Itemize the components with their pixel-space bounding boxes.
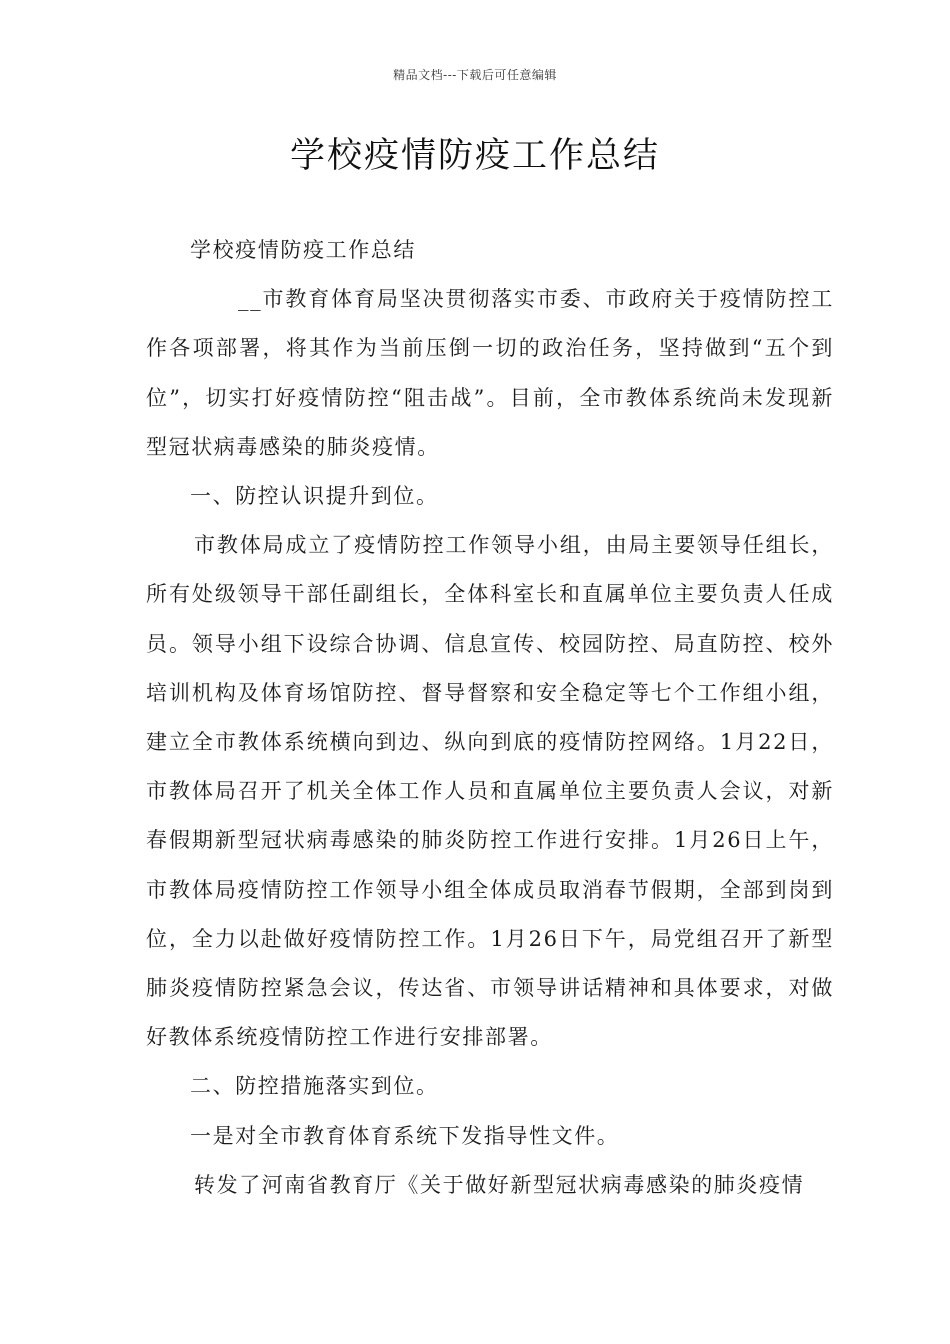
document-body bbox=[146, 226, 834, 1210]
subtitle-paragraph: 学校疫情防疫工作总结 bbox=[190, 238, 416, 262]
document-title: 学校疫情防疫工作总结 bbox=[289, 136, 660, 176]
body-paragraph: 转发了河南省教育厅《关于做好新型冠状病毒感染的肺炎疫情 bbox=[194, 1172, 805, 1197]
body-paragraph: 市教体局成立了疫情防控工作领导小组，由局主要领导任组长，所有处级领导干部任副组长，全体科室长和直属单位主要负责人任成员。领导小组下设综合协调、信息宣传、校园防控、局直防控、校外培训机构及体育场馆防控、督导督察和安全稳定等七个工作组小组，建立全市教体系统横向到边、纵向到底的疫情防控网络。1月22日，市教体局召开了机关全体工作人员和直属单位主要负责人会议，对新春假期新型冠状病毒感染的肺炎防控工作进行安排。1月26日上午，市教体局疫情防控工作领导小组全体成员取消春节假期，全部到岗到位，全力以赴做好疫情防控工作。1月26日下午，局党组召开了新型肺炎疫情防控紧急会议，传达省、市领导讲话精神和具体要求，对做好教体系统疫情防控工作进行安排部署。 bbox=[146, 533, 834, 1050]
header-note: 精品文档---下载后可任意编辑 bbox=[393, 68, 557, 82]
body-paragraph: 一是对全市教育体育系统下发指导性文件。 bbox=[190, 1123, 620, 1148]
intro-paragraph: __市教育体育局坚决贯彻落实市委、市政府关于疫情防控工作各项部署，将其作为当前压倒一切的政治任务，坚持做到“五个到位”，切实打好疫情防控“阻击战”。目前，全市教体系统尚未发现新型冠状病毒感染的肺炎疫情。 bbox=[146, 287, 834, 459]
section-heading-2: 二、防控措施落实到位。 bbox=[190, 1074, 439, 1099]
section-heading-1: 一、防控认识提升到位。 bbox=[190, 484, 439, 509]
